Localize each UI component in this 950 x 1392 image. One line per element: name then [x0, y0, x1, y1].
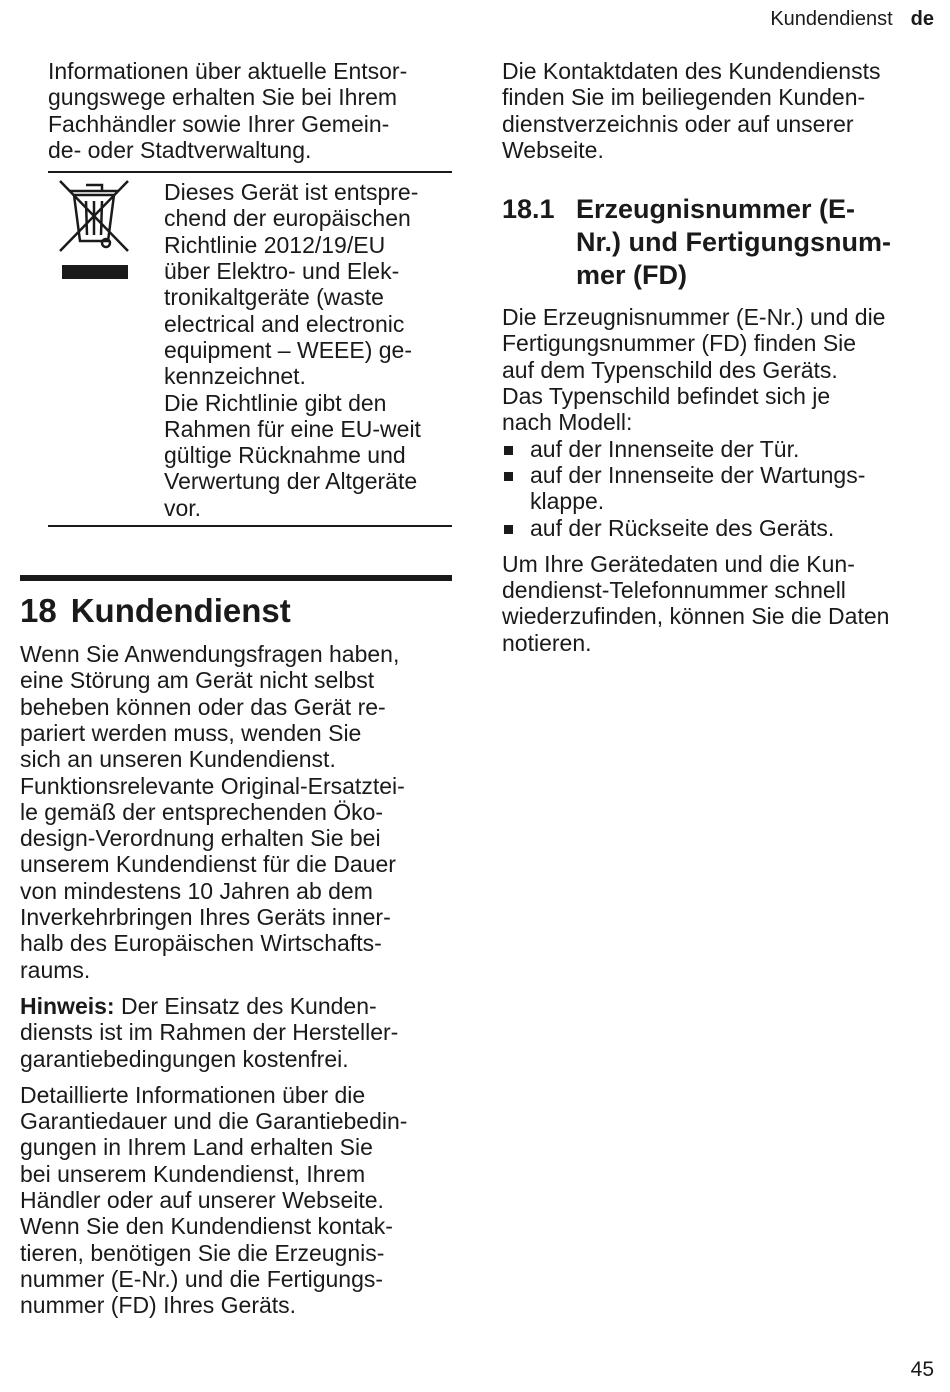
text-line: Rahmen für eine EU-weit [164, 415, 421, 442]
text-line: Die Richtlinie gibt den [164, 389, 387, 416]
header-language-code: de [910, 8, 934, 30]
text-line: nach Modell: [502, 409, 633, 436]
text-line: Fachhändler sowie Ihrer Gemein- [48, 110, 390, 137]
running-header [770, 8, 934, 31]
text-line: Webseite. [502, 136, 604, 163]
warranty-paragraph [20, 1082, 452, 1319]
text-line: equipment – WEEE) ge- [164, 336, 413, 363]
text-line: halb des Europäischen Wirtschafts- [20, 930, 382, 957]
text-line: de- oder Stadtverwaltung. [48, 136, 312, 163]
chapter-heading [20, 591, 452, 631]
section-title-line: mer (FD) [576, 260, 688, 291]
text-line: tronikaltgeräte (waste [164, 284, 384, 311]
text-line: Informationen über aktuelle Entsor- [48, 58, 408, 84]
section-title-line: Nr.) und Fertigungsnum- [576, 227, 891, 258]
text-line: Wenn Sie Anwendungsfragen haben, [20, 641, 400, 668]
note-label: Hinweis: [20, 992, 115, 1019]
weee-notice [48, 171, 452, 527]
list-item [502, 515, 942, 541]
text-line: bei unserem Kundendienst, Ihrem [20, 1160, 366, 1187]
text-line: auf dem Typenschild des Geräts. [502, 356, 838, 383]
chapter-divider [20, 575, 452, 581]
note-paragraph [20, 993, 452, 1072]
section-heading [502, 193, 942, 292]
list-item-text: klappe. [530, 488, 605, 515]
text-line: Händler oder auf unserer Webseite. [20, 1186, 384, 1213]
right-column [502, 58, 942, 656]
left-column [20, 58, 452, 1318]
text-line: nummer (E-Nr.) und die Fertigungs- [20, 1265, 384, 1292]
text-line: gungswege erhalten Sie bei Ihrem [48, 84, 398, 111]
text-line: Um Ihre Gerätedaten und die Kun- [502, 550, 855, 577]
contact-paragraph [502, 58, 942, 163]
text-line: Dieses Gerät ist entspre- [164, 179, 419, 206]
text-line: wiederzufinden, können Sie die Daten [502, 603, 890, 630]
header-section-title: Kundendienst [770, 8, 893, 30]
list-item-text: auf der Innenseite der Tür. [530, 435, 800, 462]
text-line: le gemäß der entsprechenden Öko- [20, 798, 384, 825]
disposal-intro [20, 58, 452, 163]
text-line: pariert werden muss, wenden Sie [20, 719, 362, 746]
note-text: Der Einsatz des Kunden- [114, 992, 377, 1019]
text-line: nummer (FD) Ihres Geräts. [20, 1292, 297, 1319]
text-line: notieren. [502, 629, 592, 656]
text-line: dienstverzeichnis oder auf unserer [502, 110, 854, 137]
text-line: gungen in Ihrem Land erhalten Sie [20, 1134, 373, 1161]
text-line: garantiebedingungen kostenfrei. [20, 1045, 349, 1072]
type-plate-paragraph [502, 304, 942, 435]
bullet-square-icon [504, 525, 513, 534]
bullet-square-icon [504, 472, 513, 481]
text-line: chend der europäischen [164, 205, 411, 232]
text-line: unserem Kundendienst für die Dauer [20, 851, 396, 878]
text-line: eine Störung am Gerät nicht selbst [20, 667, 375, 694]
text-line: Detaillierte Informationen über die [20, 1081, 366, 1108]
list-item-text: auf der Rückseite des Geräts. [530, 514, 835, 541]
text-line: Inverkehrbringen Ihres Geräts inner- [20, 904, 391, 931]
text-line: Garantiedauer und die Garantiebedin- [20, 1108, 408, 1135]
text-line: kennzeichnet. [164, 363, 306, 390]
section-number: 18.1 [502, 194, 555, 225]
text-line: Die Erzeugnisnummer (E-Nr.) und die [502, 304, 886, 331]
text-line: von mindestens 10 Jahren ab dem [20, 877, 373, 904]
text-line: Verwertung der Altgeräte [164, 468, 418, 495]
section-title [576, 193, 891, 292]
text-line: gültige Rücknahme und [164, 442, 406, 469]
text-line: Das Typenschild befindet sich je [502, 383, 831, 410]
service-paragraph [20, 641, 452, 983]
text-line: dendienst-Telefonnummer schnell [502, 577, 846, 604]
weee-crossed-bin-icon [48, 179, 164, 521]
text-line: raums. [20, 956, 91, 983]
bullet-square-icon [504, 446, 513, 455]
list-item [502, 462, 942, 515]
text-line: beheben können oder das Gerät re- [20, 693, 386, 720]
section-title-line: Erzeugnisnummer (E- [576, 194, 856, 225]
text-line: tieren, benötigen Sie die Erzeugnis- [20, 1239, 385, 1266]
notes-paragraph [502, 551, 942, 656]
chapter-title: Kundendienst [70, 592, 291, 630]
chapter-number: 18 [20, 592, 57, 630]
text-line [20, 993, 452, 1019]
list-item [502, 436, 942, 462]
page-number: 45 [910, 1358, 934, 1381]
text-line: über Elektro- und Elek- [164, 258, 400, 285]
text-line: electrical and electronic [164, 310, 405, 337]
text-line: Wenn Sie den Kundendienst kontak- [20, 1213, 393, 1240]
weee-text [164, 179, 452, 521]
text-line: Richtlinie 2012/19/EU [164, 231, 386, 258]
text-line: sich an unseren Kundendienst. [20, 746, 336, 773]
text-line: design-Verordnung erhalten Sie bei [20, 825, 381, 852]
text-line: vor. [164, 494, 202, 521]
text-line: diensts ist im Rahmen der Hersteller- [20, 1019, 399, 1046]
list-item-text: auf der Innenseite der Wartungs- [530, 461, 866, 488]
text-line: Fertigungsnummer (FD) finden Sie [502, 330, 857, 357]
type-plate-location-list [502, 436, 942, 541]
text-line: Die Kontaktdaten des Kundendiensts [502, 58, 881, 84]
text-line: Funktionsrelevante Original-Ersatztei- [20, 772, 405, 799]
text-line: finden Sie im beiliegenden Kunden- [502, 84, 866, 111]
